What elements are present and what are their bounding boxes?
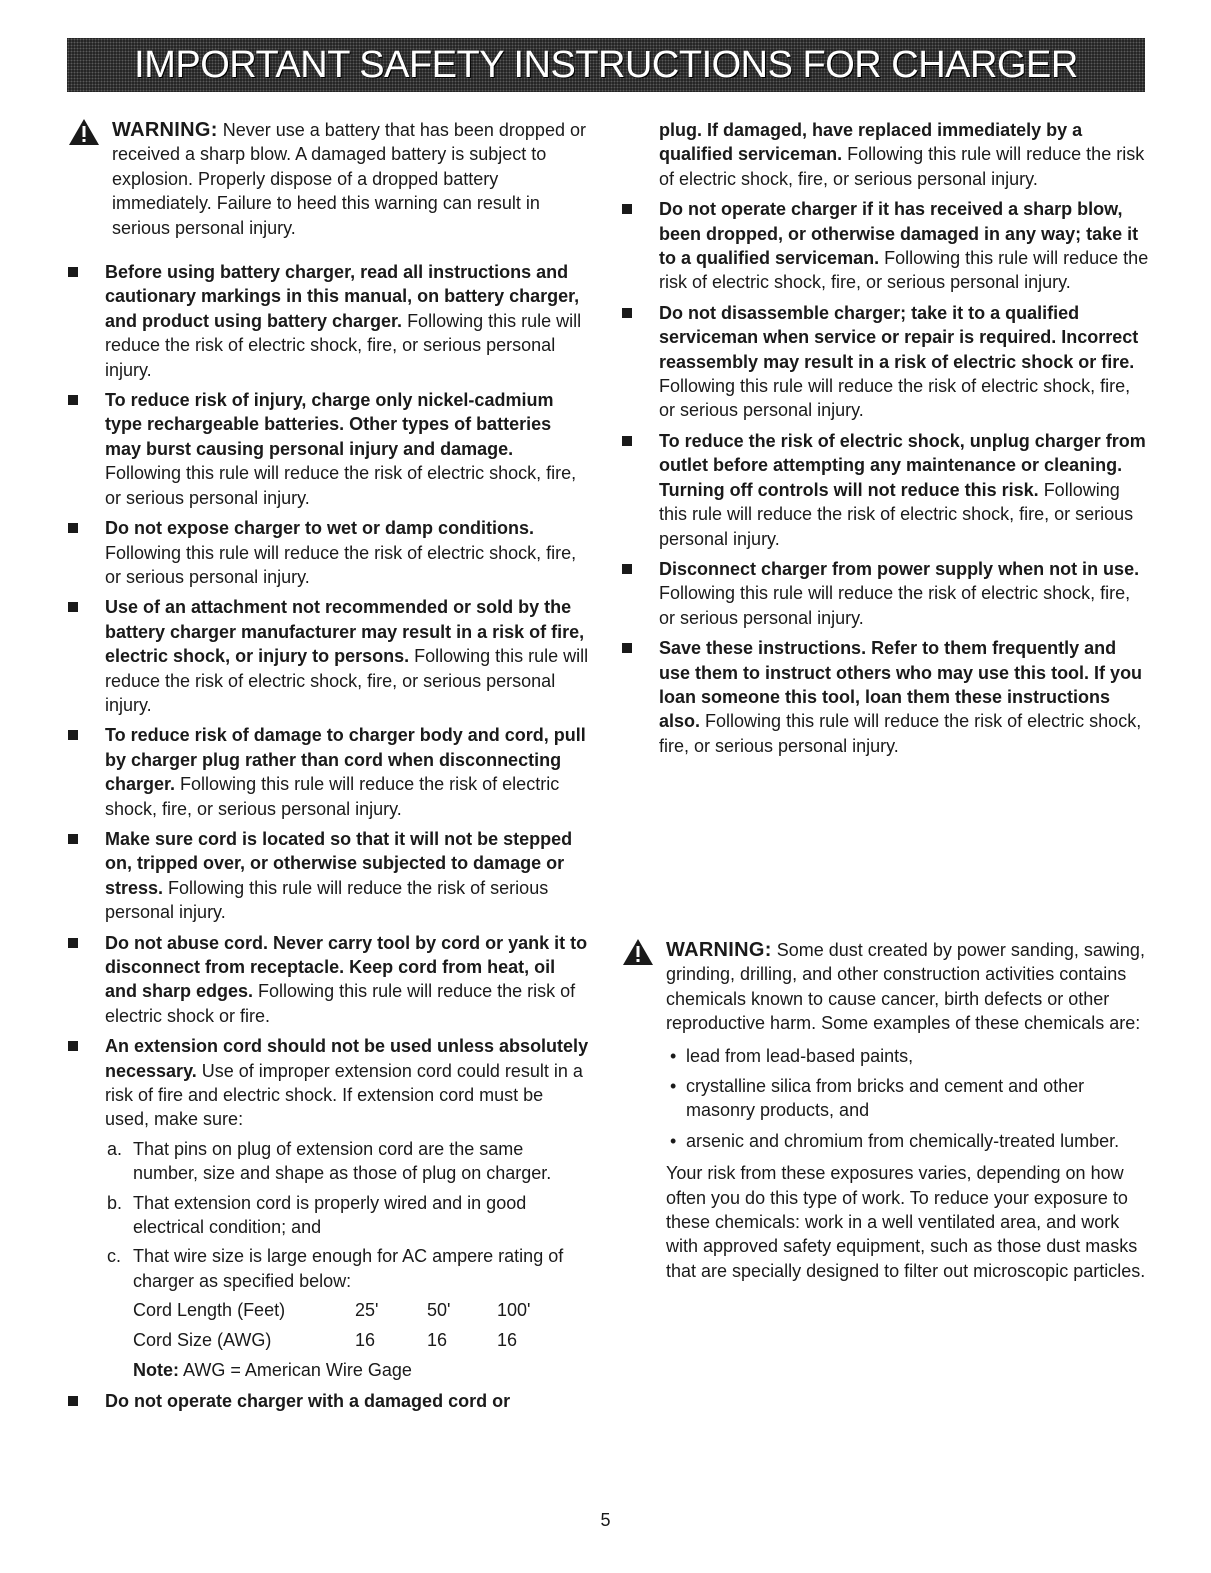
item-heading: Make sure cord is located so that it will not be stepped on, tripped over, or otherwise subjected to damage or stress. xyxy=(105,828,573,898)
item-text: Following this rule will reduce the risk of electric shock, fire, or serious personal injury. xyxy=(105,774,560,819)
sub-text: That wire size is large enough for AC ampere rating of charger as specified below: xyxy=(133,1246,564,1291)
item-text: Following this rule will reduce the risk of electric shock, fire, or serious personal injury. xyxy=(105,310,582,380)
table-row xyxy=(133,1328,590,1358)
item-text: Following this rule will reduce the risk of electric shock, fire, or serious personal injury. xyxy=(105,542,577,587)
list-item xyxy=(68,516,590,589)
sub-text: That pins on plug of extension cord are the same number, size and shape as those of plug on charger. xyxy=(133,1138,552,1184)
item-text: Following this rule will reduce the risk of serious personal injury. xyxy=(105,877,549,923)
square-bullet-icon xyxy=(68,938,78,948)
sub-item-a xyxy=(105,1137,590,1186)
square-bullet-icon xyxy=(622,204,632,214)
title-banner xyxy=(67,38,1145,92)
item-heading: plug. If damaged, have replaced immediately by a qualified serviceman. xyxy=(659,120,1083,165)
sub-item-c xyxy=(105,1244,590,1293)
list-item xyxy=(666,1129,1150,1153)
square-bullet-icon xyxy=(68,267,78,277)
table-cell: 16 xyxy=(497,1330,518,1351)
square-bullet-icon xyxy=(68,1041,78,1051)
item-text: Following this rule will reduce the risk of electric shock, fire, or serious personal injury. xyxy=(659,479,1134,549)
square-bullet-icon xyxy=(68,395,78,405)
square-bullet-icon xyxy=(68,523,78,533)
sub-item-b xyxy=(105,1191,590,1240)
item-text: Following this rule will reduce the risk of electric shock, fire, or serious personal injury. xyxy=(659,248,1149,293)
item-heading: An extension cord should not be used unless absolutely necessary. xyxy=(105,1036,589,1081)
battery-warning xyxy=(68,118,590,240)
list-item xyxy=(622,429,1150,551)
square-bullet-icon xyxy=(68,602,78,612)
square-bullet-icon xyxy=(68,834,78,844)
item-text: Following this rule will reduce the risk of electric shock, fire, or serious personal injury. xyxy=(659,711,1142,756)
item-heading: Disconnect charger from power supply when not in use. xyxy=(659,558,1140,579)
left-column xyxy=(68,118,590,1419)
page-title: IMPORTANT SAFETY INSTRUCTIONS FOR CHARGER xyxy=(134,43,1078,86)
item-heading: To reduce risk of injury, charge only nickel-cadmium type rechargeable batteries. Other types of batteries may burst causing personal injury and damage. xyxy=(105,390,554,459)
table-cell: 50' xyxy=(427,1300,451,1321)
item-heading: Do not operate charger with a damaged cord or xyxy=(105,1390,511,1411)
item-text: Following this rule will reduce the risk of electric shock, fire, or serious personal injury. xyxy=(659,583,1131,628)
list-item xyxy=(68,827,590,925)
item-text: Following this rule will reduce the risk of electric shock, fire, or serious personal injury. xyxy=(659,376,1131,421)
awg-note xyxy=(105,1358,590,1382)
dot-bullet-icon: • xyxy=(670,1130,677,1151)
list-text: crystalline silica from bricks and cement and other masonry products, and xyxy=(686,1076,1085,1121)
square-bullet-icon xyxy=(622,308,632,318)
table-row xyxy=(133,1298,590,1328)
warning-text: Some dust created by power sanding, sawing, grinding, drilling, and other construction activities contains chemicals known to cause cancer, birth defects or other reproductive harm. Some examples of these chemicals are: xyxy=(666,940,1145,1034)
list-item xyxy=(666,1044,1150,1068)
cord-size-table xyxy=(105,1298,590,1358)
list-item xyxy=(622,636,1150,758)
table-cell: 16 xyxy=(355,1330,376,1351)
square-bullet-icon xyxy=(622,436,632,446)
sub-letter: a. xyxy=(107,1138,123,1159)
closing-paragraph: Your risk from these exposures varies, depending on how often you do this type of work. To reduce your exposure to these chemicals: work in a well ventilated area, and work with approved safety equipment, such as those dust masks that are specially designed to filter out microscopic particles. xyxy=(666,1163,1146,1281)
note-label: Note: xyxy=(133,1360,179,1381)
square-bullet-icon xyxy=(68,1396,78,1406)
list-item xyxy=(68,931,590,1029)
list-item xyxy=(68,260,590,382)
list-item xyxy=(68,388,590,510)
item-text: Following this rule will reduce the risk of electric shock, fire, or serious personal injury. xyxy=(659,144,1145,189)
extension-cord-item xyxy=(68,1034,590,1382)
table-cell: Cord Size (AWG) xyxy=(133,1330,272,1351)
table-cell: 100' xyxy=(497,1300,531,1321)
warning-label: WARNING: xyxy=(666,939,772,961)
list-item xyxy=(68,1389,590,1413)
list-item xyxy=(622,557,1150,630)
item-text: Following this rule will reduce the risk of electric shock, fire, or serious personal injury. xyxy=(105,463,577,508)
sub-text: That extension cord is properly wired and in good electrical condition; and xyxy=(133,1192,527,1238)
table-cell: 16 xyxy=(427,1330,448,1351)
item-text: Use of improper extension cord could result in a risk of fire and electric shock. If extension cord must be used, make sure: xyxy=(105,1060,583,1130)
dot-bullet-icon: • xyxy=(670,1076,677,1097)
list-item xyxy=(68,595,590,717)
list-text: lead from lead-based paints, xyxy=(686,1045,914,1066)
item-heading: Do not disassemble charger; take it to a qualified serviceman when service or repair is required. Incorrect reassembly may result in a risk of electric shock or fire. xyxy=(659,302,1139,372)
table-cell: Cord Length (Feet) xyxy=(133,1300,286,1321)
item-heading: To reduce the risk of electric shock, unplug charger from outlet before attempting any maintenance or cleaning. Turning off controls will not reduce this risk. xyxy=(659,430,1146,500)
square-bullet-icon xyxy=(622,643,632,653)
list-item xyxy=(622,301,1150,423)
square-bullet-icon xyxy=(622,564,632,574)
list-item xyxy=(622,197,1150,295)
item-heading: Do not expose charger to wet or damp conditions. xyxy=(105,518,535,539)
warning-triangle-icon xyxy=(622,938,654,966)
item-heading: Before using battery charger, read all instructions and cautionary markings in this manual, on battery charger, and product using battery charger. xyxy=(105,262,580,331)
item-heading: Use of an attachment not recommended or sold by the battery charger manufacturer may result in a risk of fire, electric shock, or injury to persons. xyxy=(105,597,585,667)
item-heading: Save these instructions. Refer to them frequently and use them to instruct others who may use this tool. If you loan someone this tool, loan them these instructions also. xyxy=(659,638,1143,732)
item-heading: Do not abuse cord. Never carry tool by cord or yank it to disconnect from receptacle. Keep cord from heat, oil and sharp edges. xyxy=(105,932,588,1002)
right-column xyxy=(622,118,1150,764)
sub-letter: b. xyxy=(107,1192,123,1213)
dust-warning xyxy=(622,938,1150,1283)
item-heading: Do not operate charger if it has received a sharp blow, been dropped, or otherwise damaged in any way; take it to a qualified serviceman. xyxy=(659,199,1139,269)
continued-item xyxy=(622,118,1150,191)
list-item xyxy=(68,723,590,821)
warning-label: WARNING: xyxy=(112,119,218,141)
warning-triangle-icon xyxy=(68,118,100,146)
warning-text: Never use a battery that has been dropped or received a sharp blow. A damaged battery is subject to explosion. Properly dispose of a dropped battery immediately. Failure to heed this warning can result in serious personal injury. xyxy=(112,120,586,238)
item-text: Following this rule will reduce the risk of electric shock, fire, or serious personal injury. xyxy=(105,646,589,715)
sub-letter: c. xyxy=(107,1246,122,1267)
item-heading: To reduce risk of damage to charger body and cord, pull by charger plug rather than cord when disconnecting charger. xyxy=(105,725,586,795)
table-cell: 25' xyxy=(355,1300,379,1321)
square-bullet-icon xyxy=(68,730,78,740)
chemical-list xyxy=(666,1044,1150,1154)
item-text: Following this rule will reduce the risk of electric shock or fire. xyxy=(105,981,576,1026)
list-text: arsenic and chromium from chemically-treated lumber. xyxy=(686,1130,1120,1151)
dust-warning-block xyxy=(622,938,1150,1283)
dot-bullet-icon: • xyxy=(670,1045,677,1066)
page-number: 5 xyxy=(600,1510,611,1530)
note-text: AWG = American Wire Gage xyxy=(179,1360,412,1381)
list-item xyxy=(666,1074,1150,1123)
